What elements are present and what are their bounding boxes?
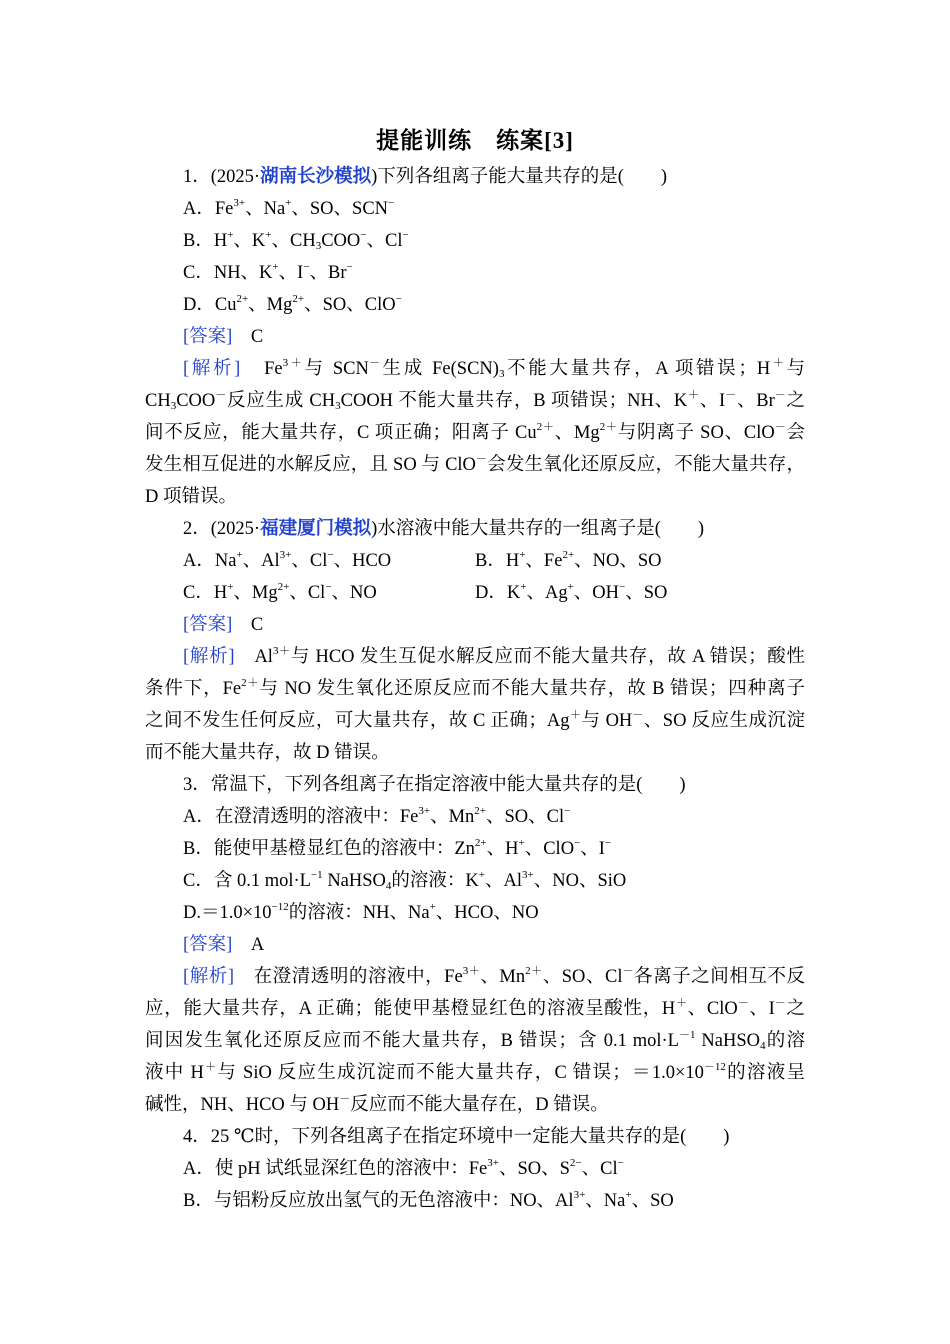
superscript: + <box>520 581 527 593</box>
superscript: 2+ <box>292 293 305 305</box>
q3-answer <box>183 933 264 957</box>
answer-label: [答案] <box>183 327 233 347</box>
analysis-label: [解析] <box>183 359 241 379</box>
superscript: + <box>625 1189 632 1201</box>
q1-answer <box>183 325 263 349</box>
text-run: 、Cl <box>289 583 326 603</box>
superscript: − <box>395 293 402 305</box>
text-run: COOH 不能大量共存，B 项错误；NH、K <box>340 391 688 411</box>
text-run: 、SO <box>631 1191 674 1211</box>
text-run: 条件下，Fe <box>145 679 242 699</box>
superscript: + <box>519 549 526 561</box>
text-run: 、CH <box>271 231 316 251</box>
text-run: NaHSO <box>322 871 386 891</box>
q2-analysis-line4 <box>145 741 390 765</box>
superscript: － <box>774 421 786 433</box>
text-run: 、ClO <box>687 999 738 1019</box>
q4-option-a <box>183 1157 624 1181</box>
superscript: － <box>632 709 644 721</box>
text-run: D．Cu <box>183 295 237 315</box>
superscript: ＋ <box>203 1061 218 1073</box>
text-run: A．使 pH 试纸显深红色的溶液中：Fe <box>183 1159 488 1179</box>
text-run: 、Mn <box>430 807 475 827</box>
text-run: 与 NO 发生氧化还原反应而不能大量共存，故 B 错误；四种离子 <box>259 679 805 699</box>
superscript: 2＋ <box>599 421 618 433</box>
superscript: 2+ <box>474 805 487 817</box>
superscript: 3＋ <box>462 965 481 977</box>
superscript: 3+ <box>233 197 246 209</box>
q2-option-b <box>475 549 662 573</box>
q4-option-b <box>183 1189 674 1213</box>
text-run: 的溶 <box>765 1031 805 1051</box>
text-run: 、I <box>699 391 726 411</box>
superscript: 3+ <box>279 549 292 561</box>
text-run: 、Cl <box>291 551 328 571</box>
text-run: 、HCO、NO <box>435 903 539 923</box>
q1-analysis-line4 <box>145 453 805 477</box>
superscript: 3+ <box>487 1157 499 1169</box>
text-run: 、Al <box>485 871 523 891</box>
q3-stem <box>183 773 686 797</box>
q3-analysis-line1 <box>183 965 805 989</box>
text-run: 碱性，NH、HCO 与 OH <box>145 1095 340 1115</box>
text-run: 、ClO <box>524 839 575 859</box>
superscript: + <box>227 581 234 593</box>
text-run: A．在澄清透明的溶液中：Fe <box>183 807 419 827</box>
superscript: 3+ <box>418 805 431 817</box>
superscript: 2+ <box>236 293 249 305</box>
subscript: 3 <box>498 368 505 380</box>
text-run: 、Na <box>585 1191 626 1211</box>
superscript: − <box>388 197 395 209</box>
q3-option-d <box>183 901 539 925</box>
superscript: 2+ <box>277 581 290 593</box>
text-run: 而不能大量共存，故 D 错误。 <box>145 743 390 763</box>
superscript: + <box>567 581 574 593</box>
superscript: 2− <box>569 1157 582 1169</box>
superscript: − <box>325 581 332 593</box>
superscript: − <box>617 1157 624 1169</box>
q4-stem <box>183 1125 729 1149</box>
text-run: A．Fe <box>183 199 234 219</box>
text-run: 反应生成 CH <box>226 391 336 411</box>
superscript: ＋ <box>770 357 787 369</box>
text-run: 、NO、SO <box>574 551 662 571</box>
text-run: 、NO <box>331 583 377 603</box>
superscript: ＋ <box>569 709 582 721</box>
text-run: B．能使甲基橙显红色的溶液中：Zn <box>183 839 475 859</box>
q3-analysis-line4 <box>145 1061 805 1085</box>
text-run: 、SO、Cl <box>542 967 623 987</box>
subscript: 4 <box>385 880 392 892</box>
text-run: 、Ag <box>526 583 568 603</box>
text-run: C．H <box>183 583 228 603</box>
text-run: D．K <box>475 583 521 603</box>
text-run: B．H <box>183 231 228 251</box>
superscript: 3+ <box>522 869 534 881</box>
superscript: 2＋ <box>241 677 260 689</box>
q1-analysis-line3 <box>145 421 805 445</box>
text-run: 、Br <box>309 263 347 283</box>
q1-analysis-line2 <box>145 389 805 413</box>
text-run: )水溶液中能大量共存的一组离子是( ) <box>371 519 705 539</box>
text-run: 、SO、ClO <box>304 295 396 315</box>
text-run: 发生相互促进的水解反应，且 SO 与 ClO <box>145 455 476 475</box>
superscript: － <box>725 389 737 401</box>
q1-analysis-line5 <box>145 485 237 509</box>
text-run: 应，能大量共存，A 正确；能使甲基橙显红色的溶液呈酸性，H <box>145 999 676 1019</box>
superscript: 2＋ <box>536 421 555 433</box>
q2-analysis-line1 <box>183 645 805 669</box>
text-run: 液中 H <box>145 1063 204 1083</box>
text-run: )下列各组离子能大量共存的是( ) <box>371 167 668 187</box>
q3-analysis-line2 <box>145 997 805 1021</box>
text-run: B．与铝粉反应放出氢气的无色溶液中：NO、Al <box>183 1191 574 1211</box>
superscript: － <box>475 453 487 465</box>
superscript: 3＋ <box>282 357 305 369</box>
q2-source: 福建厦门模拟 <box>260 519 372 539</box>
q3-option-c <box>183 869 626 893</box>
q2-option-d <box>475 581 667 605</box>
superscript: 2+ <box>562 549 575 561</box>
text-run: 、Fe <box>525 551 563 571</box>
text-run: 、Mg <box>233 583 278 603</box>
superscript: − <box>564 805 571 817</box>
text-run: 各离子之间相互不反 <box>633 967 806 987</box>
superscript: + <box>285 197 292 209</box>
text-run: 的溶液呈 <box>725 1063 805 1083</box>
analysis-label: [解析] <box>183 647 235 667</box>
text-run: 、I <box>748 999 775 1019</box>
text-run: 间不反应，能大量共存，C 项正确；阳离子 Cu <box>145 423 537 443</box>
superscript: + <box>236 549 243 561</box>
superscript: 2+ <box>474 837 487 849</box>
text-run: 会 <box>785 423 806 443</box>
text-run: 在澄清透明的溶液中，Fe <box>253 967 463 987</box>
superscript: － <box>622 965 634 977</box>
text-run: NaHSO <box>695 1031 760 1051</box>
text-run: 会发生氧化还原反应，不能大量共存， <box>486 455 805 475</box>
analysis-label: [解析] <box>183 967 234 987</box>
text-run: D.＝1.0×10 <box>183 903 272 923</box>
superscript: − <box>619 581 626 593</box>
text-run: 与 HCO 发生互促水解反应而不能大量共存，故 A 错误；酸性 <box>290 647 806 667</box>
q2-analysis-line2 <box>145 677 805 701</box>
text-run: 、Mg <box>248 295 293 315</box>
text-run: 与 <box>786 359 806 379</box>
text-run: 、Mn <box>480 967 526 987</box>
text-run: Al <box>254 647 273 667</box>
superscript: + <box>272 261 279 273</box>
text-run: 之 <box>785 999 805 1019</box>
answer-label: [答案] <box>183 615 233 635</box>
q2-option-c <box>183 581 377 605</box>
text-run: 、OH <box>573 583 620 603</box>
text-run: COO <box>176 391 216 411</box>
text-run: 、Mg <box>554 423 600 443</box>
q1-option-a <box>183 197 394 221</box>
text-run: A <box>250 935 265 955</box>
text-run: D 项错误。 <box>145 487 237 507</box>
text-run: 、SO、SCN <box>291 199 389 219</box>
text-run: COO <box>321 231 361 251</box>
superscript: −12 <box>271 901 289 913</box>
subscript: 4 <box>759 1040 766 1052</box>
text-run: 与 SCN <box>304 359 369 379</box>
text-run: C <box>250 615 264 635</box>
text-run: 、Cl <box>581 1159 618 1179</box>
q2-option-a <box>183 549 391 573</box>
text-run: 、H <box>486 839 519 859</box>
text-run: CH <box>145 391 171 411</box>
q1-source: 湖南长沙模拟 <box>260 167 372 187</box>
superscript: 3＋ <box>272 645 291 657</box>
text-run: 间因发生氧化还原反应而不能大量共存，B 错误；含 0.1 mol·L <box>145 1031 679 1051</box>
q2-stem <box>183 517 704 541</box>
superscript: － <box>774 997 786 1009</box>
q2-answer <box>183 613 263 637</box>
text-run: 之 <box>785 391 805 411</box>
superscript: − <box>574 837 581 849</box>
superscript: － <box>368 357 380 369</box>
text-run: 3．常温下，下列各组离子在指定溶液中能大量共存的是( ) <box>183 775 686 795</box>
text-run: 与 SiO 反应生成沉淀而不能大量共存，C 错误；＝1.0×10 <box>217 1063 704 1083</box>
superscript: − <box>303 261 310 273</box>
text-run: 4．25 ℃时，下列各组离子在指定环境中一定能大量共存的是( ) <box>183 1127 730 1147</box>
text-run: 的溶液：NH、Na <box>288 903 430 923</box>
superscript: + <box>518 837 525 849</box>
text-run: 、SO <box>625 583 668 603</box>
q3-analysis-line5 <box>145 1093 609 1117</box>
q1-option-c <box>183 261 353 285</box>
text-run: 生成 Fe(SCN) <box>379 359 499 379</box>
text-run: 不能大量共存，A 项错误；H <box>504 359 771 379</box>
q2-analysis-line3 <box>145 709 805 733</box>
text-run: 2．(2025· <box>183 519 261 539</box>
superscript: −1 <box>310 869 323 881</box>
text-run: 、SO 反应生成沉淀 <box>643 711 805 731</box>
superscript: − <box>327 549 334 561</box>
subscript: 3 <box>315 240 322 252</box>
superscript: + <box>478 869 485 881</box>
q1-option-b <box>183 229 409 253</box>
subscript: 3 <box>335 400 341 412</box>
text-run: 、I <box>580 839 605 859</box>
superscript: 3+ <box>573 1189 586 1201</box>
text-run: 与阴离子 SO、ClO <box>617 423 775 443</box>
superscript: ＋ <box>675 997 688 1009</box>
subscript: 3 <box>170 400 177 412</box>
text-run: 、SO、S <box>498 1159 570 1179</box>
superscript: － <box>339 1093 351 1105</box>
text-run: 、K <box>233 231 266 251</box>
superscript: － <box>737 997 749 1009</box>
text-run: A．Na <box>183 551 237 571</box>
q3-option-a <box>183 805 570 829</box>
q1-stem <box>183 165 667 189</box>
text-run: 、Cl <box>366 231 403 251</box>
superscript: －12 <box>703 1061 726 1073</box>
text-run: 之间不发生任何反应，可大量共存，故 C 正确；Ag <box>145 711 570 731</box>
text-run: 的溶液：K <box>391 871 479 891</box>
text-run: 、Na <box>245 199 286 219</box>
q3-analysis-line3 <box>145 1029 805 1053</box>
superscript: + <box>227 229 234 241</box>
text-run: B．H <box>475 551 520 571</box>
text-run: 反应而不能大量存在，D 错误。 <box>350 1095 609 1115</box>
superscript: －1 <box>679 1029 696 1041</box>
text-run: 1．(2025· <box>183 167 261 187</box>
superscript: ＋ <box>687 389 700 401</box>
text-run: 、HCO <box>333 551 392 571</box>
superscript: + <box>429 901 436 913</box>
superscript: － <box>774 389 786 401</box>
text-run: C <box>250 327 264 347</box>
q3-option-b <box>183 837 611 861</box>
superscript: + <box>265 229 272 241</box>
text-run: Fe <box>264 359 283 379</box>
superscript: － <box>215 389 227 401</box>
text-run: 、Al <box>242 551 280 571</box>
text-run: 、SO、Cl <box>486 807 565 827</box>
text-run: C．含 0.1 mol·L <box>183 871 311 891</box>
text-run: 与 OH <box>581 711 633 731</box>
text-run: 、I <box>278 263 304 283</box>
superscript: − <box>360 229 367 241</box>
page-title: 提能训练 练案[3] <box>376 128 574 153</box>
superscript: − <box>402 229 409 241</box>
superscript: − <box>346 261 353 273</box>
answer-label: [答案] <box>183 935 233 955</box>
superscript: − <box>604 837 612 849</box>
text-run: 、Br <box>736 391 775 411</box>
text-run: C．NH、K <box>183 263 273 283</box>
q1-option-d <box>183 293 402 317</box>
text-run: 、NO、SiO <box>533 871 627 891</box>
superscript: 2＋ <box>525 965 543 977</box>
q1-analysis-line1 <box>183 357 805 381</box>
